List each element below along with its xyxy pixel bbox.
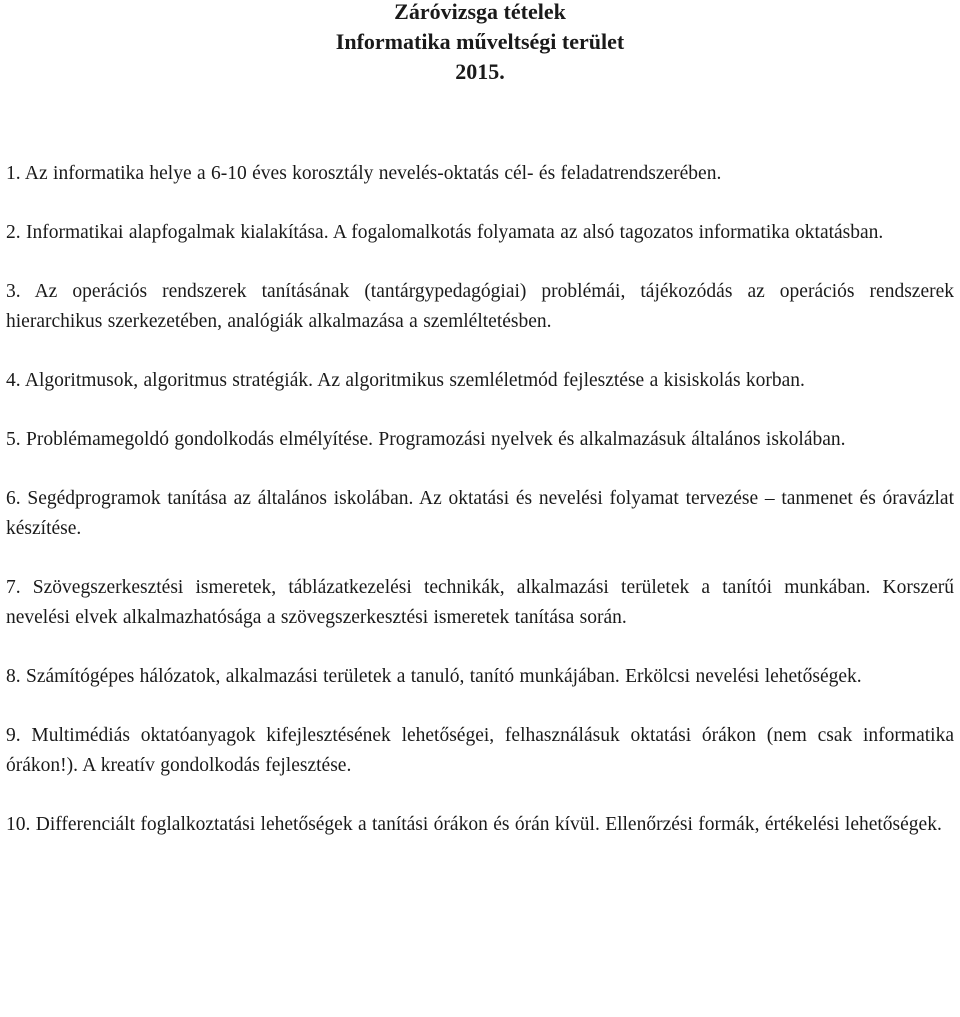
document-title: Záróvizsga tételek: [394, 0, 566, 24]
document-year: 2015.: [455, 59, 505, 84]
exam-topic-6: 6. Segédprogramok tanítása az általános iskolában. Az oktatási és nevelési folyamat tervezése – tanmenet és óravázlat készítése.: [6, 488, 954, 539]
exam-topic-5: 5. Problémamegoldó gondolkodás elmélyítése. Programozási nyelvek és alkalmazásuk általános iskolában.: [6, 429, 846, 450]
document-header: [6, 0, 954, 87]
exam-topic-10: 10. Differenciált foglalkoztatási lehetőségek a tanítási órákon és órán kívül. Ellenőrzési formák, értékelési lehetőségek.: [6, 814, 942, 835]
exam-topic-3: 3. Az operációs rendszerek tanításának (tantárgypedagógiai) problémái, tájékozódás az operációs rendszerek hierarchikus szerkezetében, analógiák alkalmazása a szemléltetésben.: [6, 281, 954, 332]
exam-topic-1: 1. Az informatika helye a 6-10 éves korosztály nevelés-oktatás cél- és feladatrendszerében.: [6, 163, 722, 184]
document-subtitle: Informatika műveltségi terület: [335, 29, 625, 54]
exam-topic-8: 8. Számítógépes hálózatok, alkalmazási területek a tanuló, tanító munkájában. Erkölcsi nevelési lehetőségek.: [6, 666, 862, 687]
exam-topic-2: 2. Informatikai alapfogalmak kialakítása. A fogalomalkotás folyamata az alsó tagozatos informatika oktatásban.: [6, 222, 884, 243]
exam-topic-4: 4. Algoritmusok, algoritmus stratégiák. Az algoritmikus szemléletmód fejlesztése a kisiskolás korban.: [6, 370, 805, 391]
exam-topic-9: 9. Multimédiás oktatóanyagok kifejlesztésének lehetőségei, felhasználásuk oktatási órákon (nem csak informatika órákon!). A kreatív gondolkodás fejlesztése.: [6, 725, 954, 776]
exam-topic-7: 7. Szövegszerkesztési ismeretek, táblázatkezelési technikák, alkalmazási területek a tanítói munkában. Korszerű nevelési elvek alkalmazhatósága a szövegszerkesztési ismeretek tanítása során.: [6, 577, 954, 628]
exam-topic-list: [6, 159, 954, 840]
